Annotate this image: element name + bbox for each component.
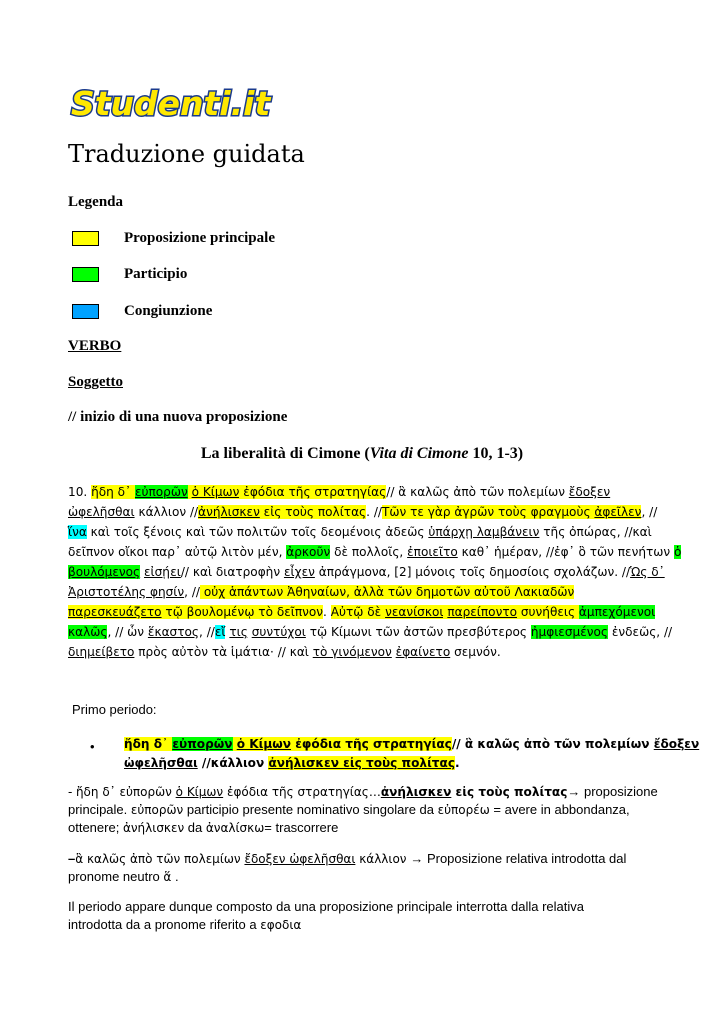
legend-label: Participio xyxy=(124,265,188,282)
legend-swatch-yellow xyxy=(72,231,99,246)
greek-passage xyxy=(68,482,682,662)
greek-line: διημείβετο πρὸς αὐτὸν τὰ ἱμάτια· // καὶ τὸ γινόμενον ἐφαίνετο σεμνόν. xyxy=(68,645,501,659)
legend-heading: Legenda xyxy=(68,194,124,210)
bullet-marker: • xyxy=(90,739,95,754)
greek-line: ἵνα καὶ τοῖς ξένοις καὶ τῶν πολιτῶν τοῖς δεομένοις ἀδεῶς ὑπάρχῃ λαμβάνειν τῆς ὀπώρας, //καὶ xyxy=(68,525,652,539)
greek-line: Ἀριστοτέλης φησίν, // οὐχ ἁπάντων Ἀθηναίων, ἀλλὰ τῶν δημοτῶν αὐτοῦ Λακιαδῶν xyxy=(68,585,575,599)
page-title: Traduzione guidata xyxy=(68,140,305,168)
greek-line: ὠφελῆσθαι κάλλιον //ἀνήλισκεν εἰς τοὺς πολίτας. //Τῶν τε γὰρ ἀγρῶν τοὺς φραγμοὺς ἀφεῖλεν, // xyxy=(68,505,658,519)
greek-line: βουλόμενος εἰσῄει// καὶ διατροφὴν εἶχεν ἀπράγμονα, [2] μόνοις τοῖς δημοσίοις σχολάζων. //Ὡς δ᾽ xyxy=(68,565,665,579)
legend-verb: VERBO xyxy=(68,338,122,354)
legend-swatch-blue xyxy=(72,304,99,319)
analysis-paragraph-3: Il periodo appare dunque composto da una proposizione principale interrotta dalla relativa introdotta da a pronome riferito a εφοδια xyxy=(68,899,585,932)
section-subtitle: La liberalità di Cimone (Vita di Cimone 10, 1-3) xyxy=(200,445,524,462)
analysis-paragraph-2: –ἃ καλῶς ἀπὸ τῶν πολεμίων ἔδοξεν ὠφελῆσθαι κάλλιον → Proposizione relativa introdotta dal pronome neutro ἅ . xyxy=(68,851,627,884)
legend-swatch-green xyxy=(72,267,99,282)
greek-line: παρεσκευάζετο τῷ βουλομένῳ τὸ δεῖπνον. Αὐτῷ δὲ νεανίσκοι παρείποντο συνήθεις ἀμπεχόμενοι xyxy=(68,605,656,619)
greek-line: δεῖπνον οἴκοι παρ᾽ αὐτῷ λιτὸν μέν, ἀρκοῦν δὲ πολλοῖς, ἐποιεῖτο καθ᾽ ἡμέραν, //ἐφ᾽ ὃ τῶν πενήτων ὁ xyxy=(68,545,682,559)
first-period-heading: Primo periodo: xyxy=(72,702,157,717)
greek-line: 10. ἤδη δ᾽ εὐπορῶν ὁ Κίμων ἐφόδια τῆς στρατηγίας// ἃ καλῶς ἀπὸ τῶν πολεμίων ἔδοξεν xyxy=(68,485,611,499)
legend-new-clause: // inizio di una nuova proposizione xyxy=(68,409,288,425)
legend-item-principale xyxy=(72,228,275,248)
greek-line: καλῶς, // ὧν ἕκαστος, //εἴ τις συντύχοι τῷ Κίμωνι τῶν ἀστῶν πρεσβύτερος ἠμφιεσμένος ἐνδεῶς, // xyxy=(68,625,673,639)
studenti-logo[interactable] xyxy=(68,82,271,123)
analysis-paragraph-1: - ἤδη δ᾽ εὐπορῶν ὁ Κίμων ἐφόδια τῆς στρατηγίας…ἀνήλισκεν εἰς τοὺς πολίτας→ proposizione principale. εὐπορῶν participio presente nominativo singolare da εὐπορέω = avere in abbondanza, ottenere; ἀνήλισκεν da ἀναλίσκω= trascorrere xyxy=(68,784,658,835)
logo-graphic xyxy=(68,82,271,123)
legend-item-congiunzione xyxy=(72,301,213,321)
logo-text: Studenti.it xyxy=(71,84,271,123)
legend-subject: Soggetto xyxy=(68,374,123,390)
bullet-greek: ἤδη δ᾽ εὐπορῶν ὁ Κίμων ἐφόδια τῆς στρατηγίας// ἃ καλῶς ἀπὸ τῶν πολεμίων ἔδοξεν ὠφελῆσθαι //κάλλιον ἀνήλισκεν εἰς τοὺς πολίτας. xyxy=(124,737,700,770)
legend-label: Proposizione principale xyxy=(124,229,275,246)
legend-label: Congiunzione xyxy=(124,302,213,319)
legend-item-participio xyxy=(72,264,188,284)
